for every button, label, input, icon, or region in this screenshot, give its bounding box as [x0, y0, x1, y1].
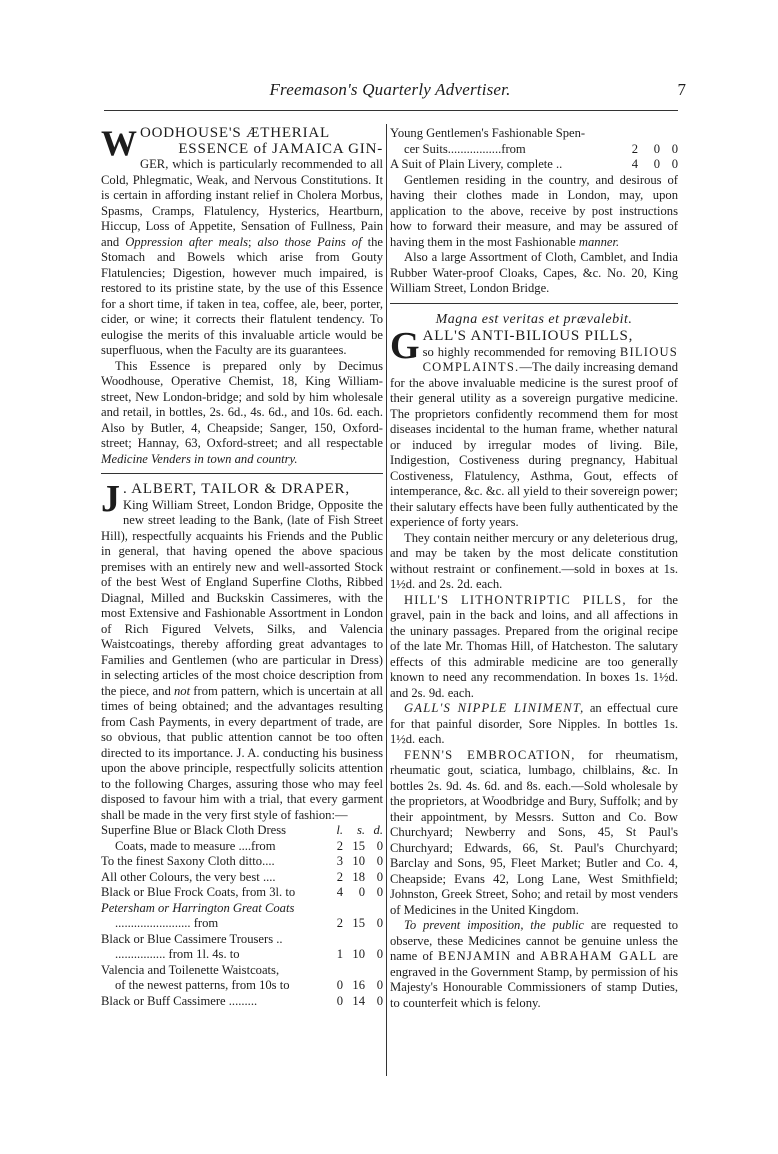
price-row [101, 978, 383, 994]
price-pence: 0 [376, 916, 383, 930]
albert-advertisement [101, 478, 383, 1009]
body-caps: BILIOUS COMPLAINTS. [422, 344, 678, 374]
price-pence: 0 [376, 993, 383, 1008]
body-italic: not [173, 683, 191, 698]
ad-body [101, 359, 383, 468]
ad-body [101, 498, 383, 824]
column-divider [386, 124, 387, 1076]
price-shillings [343, 932, 365, 948]
price-pence [365, 963, 383, 979]
woodhouse-advertisement [101, 123, 383, 467]
price-row [101, 901, 383, 917]
price-pence: 0 [376, 869, 383, 884]
drop-cap: G [390, 325, 420, 367]
price-pounds: 0 [336, 978, 343, 992]
price-row [101, 932, 383, 948]
price-row [390, 157, 678, 173]
price-pounds [622, 126, 638, 142]
price-shillings: 18 [352, 869, 365, 884]
price-pounds: 4 [631, 157, 638, 171]
ad-subheading [390, 345, 678, 531]
price-pence [365, 932, 383, 948]
price-shillings: s. [356, 823, 365, 837]
body-italic: Oppression after meals [125, 234, 248, 249]
gall-advertisement [390, 312, 678, 1012]
body-text: the Stomach and Bowels which arise from Gouty Flatulencies; Digestion, however much impaired, is restored to its pristine state, by the use of this Essence for a short time, if taken in tea, coffee, ale, beer, porter, cider, or wine; it corrects their flatulent tendency. To eulogise the merits of this invaluable article would be superfluous, when the Faculty are its guarantees. [101, 234, 383, 357]
price-pounds: 2 [336, 838, 343, 853]
ad-body: They contain neither mercury or any deleterious drug, and may be taken by the most delicate constitution without restraint or confinement.—sold in boxes at 1s. 1½d. and 2s. 2d. each. [390, 530, 678, 591]
ad-body [390, 173, 678, 251]
price-row [101, 870, 383, 886]
body-text: from pattern, which is uncertain at all times of being obtained; and the advantages resulting from Cash Payments, in every department of trade, are so obvious, that public attention cannot be too often directed to its importance. J. A. conducting his business upon the above principle, respectfully solicits attention to the following Charges, assuring those who may feel disposed to favour him with a trial, that every garment shall be made in the very first style of fashion:— [101, 683, 383, 822]
price-pence: 0 [671, 157, 678, 171]
proprietor-name: ABRAHAM GALL [539, 949, 658, 963]
price-pounds [327, 963, 343, 979]
price-shillings [343, 963, 365, 979]
ad-body [101, 157, 383, 359]
ad-heading: . ALBERT, TAILOR & DRAPER, [123, 481, 350, 497]
price-pence: 0 [671, 141, 678, 156]
section-rule [101, 473, 383, 474]
price-pounds: 2 [631, 141, 638, 156]
price-shillings: 15 [352, 838, 365, 853]
body-text: Gentlemen residing in the country, and desirous of having their clothes made in London, may, upon application to the above, receive by post instructions how to forward their measure, and may be assured of having them in the most Fashionable [390, 172, 678, 249]
price-row [101, 854, 383, 870]
price-item: Petersham or Harrington Great Coats [101, 900, 295, 915]
price-row [101, 885, 383, 901]
price-shillings: 15 [352, 916, 365, 930]
price-item: Coats, made to measure ....from [115, 838, 276, 853]
price-pence: 0 [376, 978, 383, 992]
price-shillings: 0 [653, 141, 660, 156]
price-item: Valencia and Toilenette Waistcoats, [101, 962, 280, 977]
price-item: A Suit of Plain Livery, complete .. [390, 157, 563, 171]
price-shillings: 0 [653, 157, 660, 171]
page-number: 7 [677, 80, 686, 99]
body-italic: manner. [578, 234, 620, 249]
price-row [101, 823, 383, 839]
body-text: are engraved in the Government Stamp, by permission of his Majesty's Honourable Commissioners of stamp Duties, to counterfeit which is felony. [390, 949, 678, 1010]
price-shillings: 16 [352, 978, 365, 992]
price-pounds: 1 [336, 947, 343, 961]
price-pence: 0 [376, 838, 383, 853]
hills-pills-paragraph [390, 593, 678, 702]
product-name: GALL'S NIPPLE LINIMENT, [404, 701, 585, 715]
price-shillings: 10 [352, 947, 365, 961]
ad-motto: Magna est veritas et prævalebit. [435, 311, 633, 327]
price-item: To the finest Saxony Cloth ditto.... [101, 854, 275, 868]
body-text: for the gravel, pain in the back and loins, and all affections in the uninary passages. Prepared from the original recipe of the late Mr. Thomas Hill, of Hatcheston. The salutary effects of this admirable medicine are too generally known to need any recommendation. In boxes 1s. 1½d. and 2s. 9d. each. [390, 592, 678, 700]
price-item: Black or Blue Frock Coats, from 3l. to [101, 885, 296, 899]
price-pounds [327, 932, 343, 948]
price-pounds: 4 [336, 885, 343, 899]
nipple-liniment-paragraph [390, 701, 678, 748]
price-pounds: 2 [336, 916, 343, 930]
body-italic: Medicine Venders in town and country. [101, 451, 298, 466]
fenns-embrocation-paragraph [390, 748, 678, 919]
price-item: Black or Blue Cassimere Trousers .. [101, 931, 283, 946]
section-rule [390, 303, 678, 304]
publication-title: Freemason's Quarterly Advertiser. [269, 80, 511, 99]
price-item: All other Colours, the very best .... [101, 869, 276, 884]
ad-subheading: ESSENCE of JAMAICA GIN- [178, 140, 383, 157]
price-pence [365, 901, 383, 917]
price-item: Young Gentlemen's Fashionable Spen- [390, 126, 586, 140]
price-row [101, 947, 383, 963]
price-item: Superfine Blue or Black Cloth Dress [101, 823, 287, 837]
body-text: for rheumatism, rheumatic gout, sciatica, lumbago, chilblains, &c. In bottles 2s. 9d. 4s. 6d. and 8s. each.—Sold wholesale by the proprietors, at Woodbridge and Bury, Suffolk; and by their appointment, by Messrs. Sutton and Co. Bow Churchyard; Newberry and Sons, 45, St Paul's Churchyard; Edwards, 66, St. Paul's Churchyard; Barclay and Sons, 95, Fleet Market; Butler and Co. 4, Cheapside; Evans 42, Long Lane, West Smithfield; Johnston, Greek Street, Soho; and retail by most venders of Medicines in the United Kingdom. [390, 747, 679, 917]
price-list [390, 126, 678, 173]
proprietor-name: BENJAMIN [438, 949, 512, 963]
price-pounds: l. [336, 823, 343, 837]
caution-paragraph [390, 918, 678, 1011]
price-row [101, 963, 383, 979]
price-item: ........................ from [115, 916, 219, 930]
price-item: Black or Buff Cassimere ......... [101, 993, 258, 1008]
body-text: ; [248, 234, 258, 249]
product-name: FENN'S EMBROCATION, [404, 747, 576, 762]
price-item: ................ from 1l. 4s. to [115, 947, 240, 961]
body-text: —The daily increasing demand for the above invaluable medicine is the surest proof of their general utility as a sovereign purgative medicine. The proprietors confidently recommend them for most diseases incidental to the human frame, whether natural or induced by irregular modes of living. Bile, Indigestion, Costiveness during pregnancy, Habitual Costiveness, Flatulency, Asthma, Gout, effects of intemperance, &c. &c. all yield to their sovereign power; their salutary effects have been fully authenticated by the experience of forty years. [390, 360, 678, 529]
body-italic: To prevent imposition, the public [404, 918, 585, 932]
price-pounds: 3 [336, 854, 343, 868]
ad-heading: ALL'S ANTI-BILIOUS PILLS, [422, 328, 634, 344]
price-row [390, 142, 678, 158]
body-text: and [511, 949, 540, 963]
drop-cap: J [101, 478, 120, 520]
price-list [101, 823, 383, 1009]
price-pounds: 2 [336, 869, 343, 884]
left-column [101, 123, 383, 1009]
body-text: an effectual cure for that painful disorder, Sore Nipples. In bottles 1s. 1½d. each. [390, 701, 678, 746]
price-shillings [638, 126, 660, 142]
ad-heading: OODHOUSE'S ÆTHERIAL [140, 125, 330, 141]
price-shillings: 10 [352, 854, 365, 868]
price-pence [660, 126, 678, 142]
drop-cap: W [101, 123, 137, 163]
price-pence: 0 [376, 947, 383, 961]
price-shillings [343, 901, 365, 917]
right-column [390, 126, 678, 1011]
product-name: HILL'S LITHONTRIPTIC PILLS, [404, 592, 627, 607]
price-row [101, 916, 383, 932]
page-header [100, 76, 686, 106]
price-pence: 0 [376, 854, 383, 868]
price-item: cer Suits.................from [404, 141, 526, 156]
body-text: are requested to observe, these Medicines cannot be genuine unless the name of [390, 918, 678, 963]
price-pence: 0 [376, 885, 383, 899]
price-pounds: 0 [336, 993, 343, 1008]
body-italic: also those Pains of [257, 234, 362, 249]
body-text: This Essence is prepared only by Decimus Woodhouse, Operative Chemist, 18, King William-street, New London-bridge; and sold by him wholesale and retail, in bottles, 2s. 6d., 4s. 6d., and 10s. 6d. each. Also by Butler, 4, Cheapside; Sanger, 150, Oxford-street; Hannay, 63, Oxford-street; and all respectable [101, 358, 383, 450]
body-text: GER, which is particularly recommended to all Cold, Phlegmatic, Weak, and Nervous Constitutions. It is certain in affording instant relief in Cholera Morbus, Spasms, Cramps, Flatulency, Hysterics, Heartburn, Hiccup, Loss of Appetite, Sensation of Fullness, Pain and [101, 157, 383, 249]
body-text: so highly recommended for removing [422, 344, 616, 359]
ad-body: Also a large Assortment of Cloth, Camblet, and India Rubber Water-proof Cloaks, Capes, &c. No. 20, King William Street, London Bridge. [390, 250, 678, 295]
price-row [101, 839, 383, 855]
header-rule [104, 110, 678, 111]
price-shillings: 0 [358, 885, 365, 899]
price-pounds [327, 901, 343, 917]
price-shillings: 14 [352, 993, 365, 1008]
price-pence: d. [373, 823, 383, 837]
price-row [101, 994, 383, 1010]
price-row [390, 126, 678, 142]
body-text: King William Street, London Bridge, Opposite the new street leading to the Bank, (late of Fish Street Hill), respectfully acquaints his Friends and the Public in general, that having opened the above spacious premises with an entirely new and well-assorted Stock of the best West of England Superfine Cloths, Ribbed Diagnal, Milled and Buckskin Cassimeres, with the most Extensive and Fashionable Assortment in London of Rich Figured Velvets, Silks, and Valencia Waistcoatings, thereby affording great advantages to Families and Gentlemen (who are particular in Dress) in selecting articles of the most choice description from the piece, and [101, 497, 383, 698]
albert-advertisement-continued [390, 126, 678, 297]
price-item: of the newest patterns, from 10s to [115, 978, 290, 992]
